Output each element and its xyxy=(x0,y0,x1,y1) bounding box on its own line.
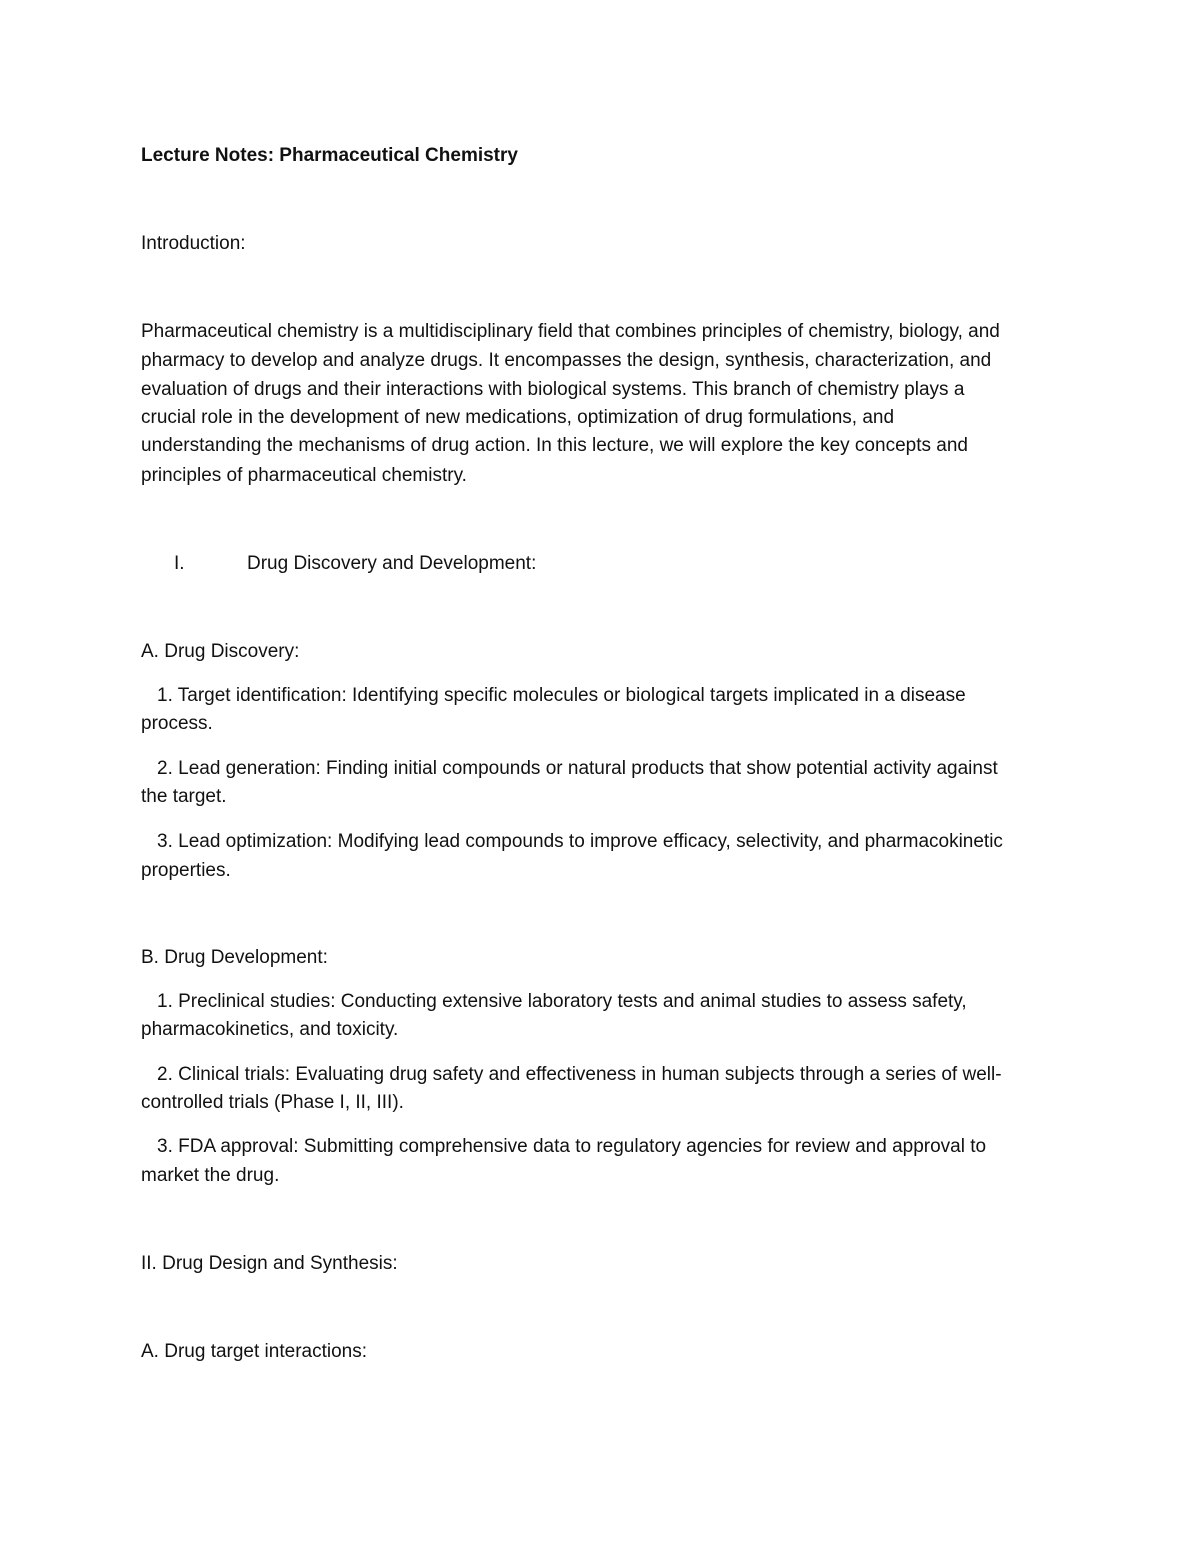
intro-line: Pharmaceutical chemistry is a multidisciplinary field that combines principles of chemistry, biology, and xyxy=(141,321,1000,342)
list-item-continuation: properties. xyxy=(141,860,231,881)
list-item: 2. Clinical trials: Evaluating drug safety and effectiveness in human subjects through a series of well- xyxy=(157,1064,1002,1085)
list-item-continuation: market the drug. xyxy=(141,1165,280,1186)
list-item: 3. Lead optimization: Modifying lead compounds to improve efficacy, selectivity, and pharmacokinetic xyxy=(157,831,1003,852)
drug-discovery-heading: A. Drug Discovery: xyxy=(141,641,300,662)
intro-line: pharmacy to develop and analyze drugs. It encompasses the design, synthesis, characterization, and xyxy=(141,350,992,371)
list-item-continuation: controlled trials (Phase I, II, III). xyxy=(141,1092,404,1113)
intro-line: crucial role in the development of new medications, optimization of drug formulations, and xyxy=(141,407,895,428)
drug-target-interactions-heading: A. Drug target interactions: xyxy=(141,1341,367,1362)
section-2-heading: II. Drug Design and Synthesis: xyxy=(141,1253,398,1274)
list-item: 1. Preclinical studies: Conducting extensive laboratory tests and animal studies to assess safety, xyxy=(157,991,967,1012)
drug-development-heading: B. Drug Development: xyxy=(141,947,328,968)
intro-heading: Introduction: xyxy=(141,233,246,254)
list-item: 3. FDA approval: Submitting comprehensive data to regulatory agencies for review and approval to xyxy=(157,1136,987,1157)
section-1-heading: Drug Discovery and Development: xyxy=(247,553,537,574)
list-item: 1. Target identification: Identifying specific molecules or biological targets implicated in a disease xyxy=(157,685,966,706)
list-item-continuation: process. xyxy=(141,713,213,734)
intro-line: understanding the mechanisms of drug action. In this lecture, we will explore the key concepts and xyxy=(141,435,968,456)
intro-line: principles of pharmaceutical chemistry. xyxy=(141,465,467,486)
list-item-continuation: the target. xyxy=(141,786,227,807)
document-title: Lecture Notes: Pharmaceutical Chemistry xyxy=(141,145,518,166)
list-item: 2. Lead generation: Finding initial compounds or natural products that show potential activity against xyxy=(157,758,998,779)
section-1-number: I. xyxy=(174,553,185,574)
list-item-continuation: pharmacokinetics, and toxicity. xyxy=(141,1019,399,1040)
intro-line: evaluation of drugs and their interactions with biological systems. This branch of chemistry plays a xyxy=(141,379,965,400)
